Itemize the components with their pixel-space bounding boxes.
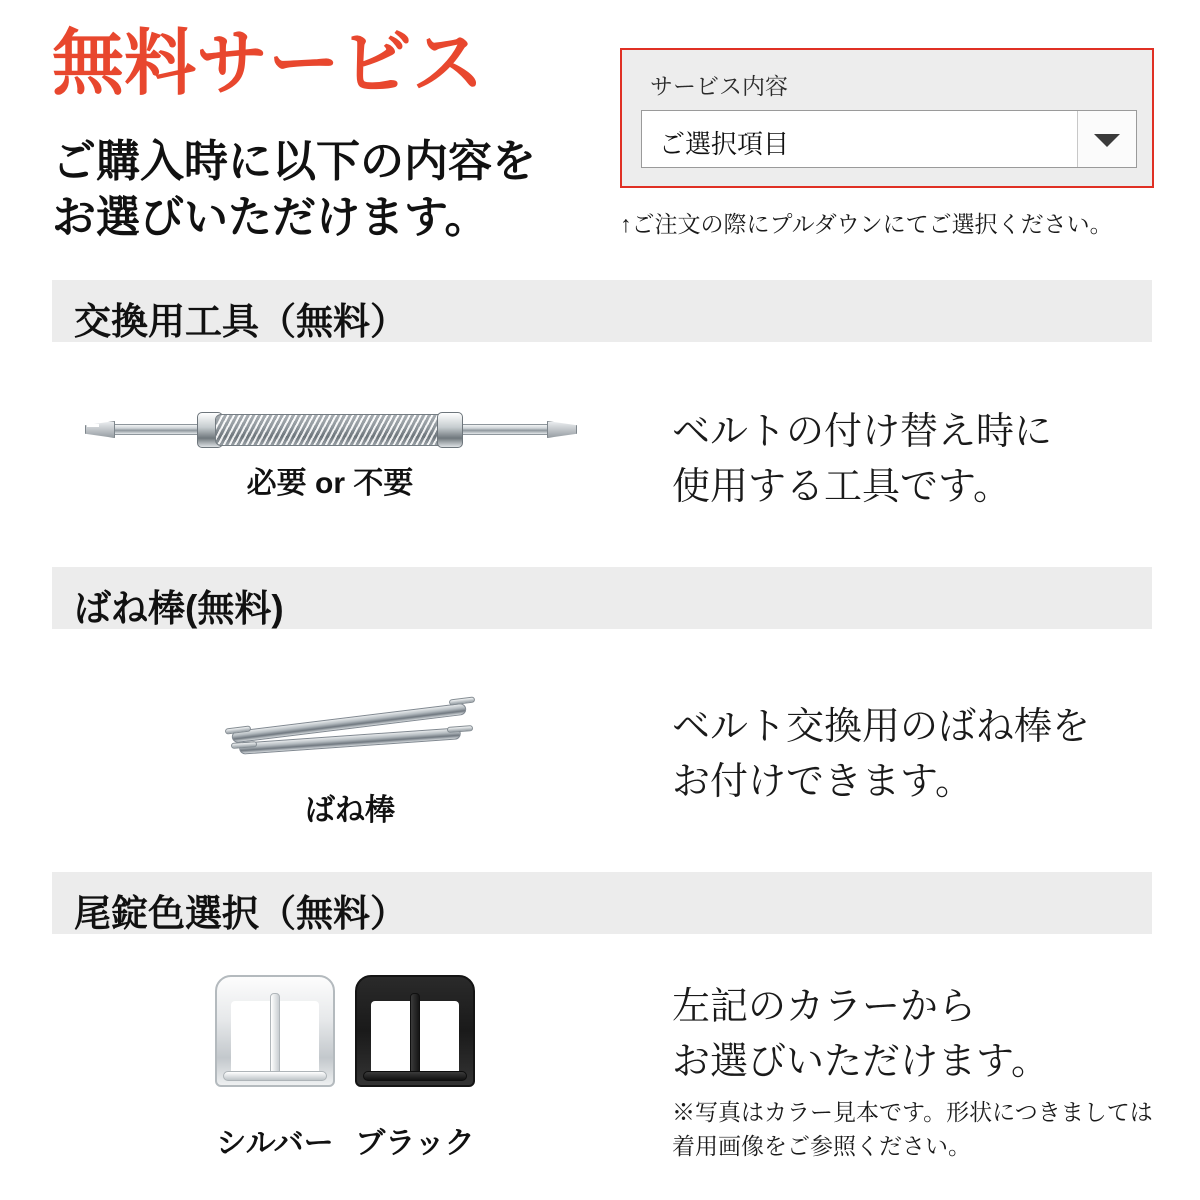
buckle-tongue-silver <box>270 993 280 1079</box>
buckle-bar-black <box>363 1071 467 1081</box>
section-header-spring-bar <box>52 567 1152 629</box>
caption-spring-bar: ばね棒 <box>305 794 395 827</box>
buckle-note-line-2: 着用画像をご参照ください。 <box>672 1133 971 1159</box>
chevron-down-glyph <box>1094 134 1120 147</box>
tool-tip-right <box>547 421 577 438</box>
service-select-group <box>620 48 1154 188</box>
service-select-value: ご選択項目 <box>659 129 790 159</box>
buckle-tongue-black <box>410 993 420 1079</box>
service-select-dropdown[interactable] <box>641 110 1137 168</box>
page-subtitle-line-1: ご購入時に以下の内容を <box>52 137 536 186</box>
spring-bar-tool-image <box>85 400 575 460</box>
service-select-label: サービス内容 <box>650 73 788 99</box>
section-header-buckle-color <box>52 872 1152 934</box>
description-buckle-line-2: お選びいただけます。 <box>672 1041 1049 1083</box>
caption-buckle-black: ブラック <box>355 1127 475 1160</box>
section-title-tool: 交換用工具（無料） <box>74 301 407 342</box>
section-title-spring-bar: ばね棒(無料) <box>74 588 284 629</box>
tool-grip <box>215 414 445 446</box>
tool-collar-right <box>437 412 463 448</box>
buckle-bar-silver <box>223 1071 327 1081</box>
tool-fork <box>87 424 99 427</box>
spring-bar-2-tip-right <box>447 725 473 733</box>
page-title: 無料サービス <box>52 24 485 104</box>
buckle-silver-image[interactable] <box>215 975 335 1093</box>
spring-bars-image <box>225 675 475 765</box>
description-spring-bar-line-2: お付けできます。 <box>672 761 973 803</box>
description-tool-line-2: 使用する工具です。 <box>672 466 1011 508</box>
service-select-note: ↑ご注文の際にプルダウンにてご選択ください。 <box>620 211 1113 237</box>
page-subtitle-line-2: お選びいただけます。 <box>52 193 489 242</box>
section-header-tool <box>52 280 1152 342</box>
description-spring-bar-line-1: ベルト交換用のばね棒を <box>672 706 1091 748</box>
buckle-note-line-1: ※写真はカラー見本です。形状につきましては <box>672 1099 1153 1125</box>
buckle-black-image[interactable] <box>355 975 475 1093</box>
caption-tool: 必要 or 不要 <box>246 467 414 500</box>
section-title-buckle-color: 尾錠色選択（無料） <box>74 893 407 934</box>
chevron-down-icon[interactable] <box>1077 111 1136 167</box>
caption-buckle-silver: シルバー <box>216 1127 334 1160</box>
description-buckle-line-1: 左記のカラーから <box>672 986 977 1028</box>
description-tool-line-1: ベルトの付け替え時に <box>672 411 1053 453</box>
